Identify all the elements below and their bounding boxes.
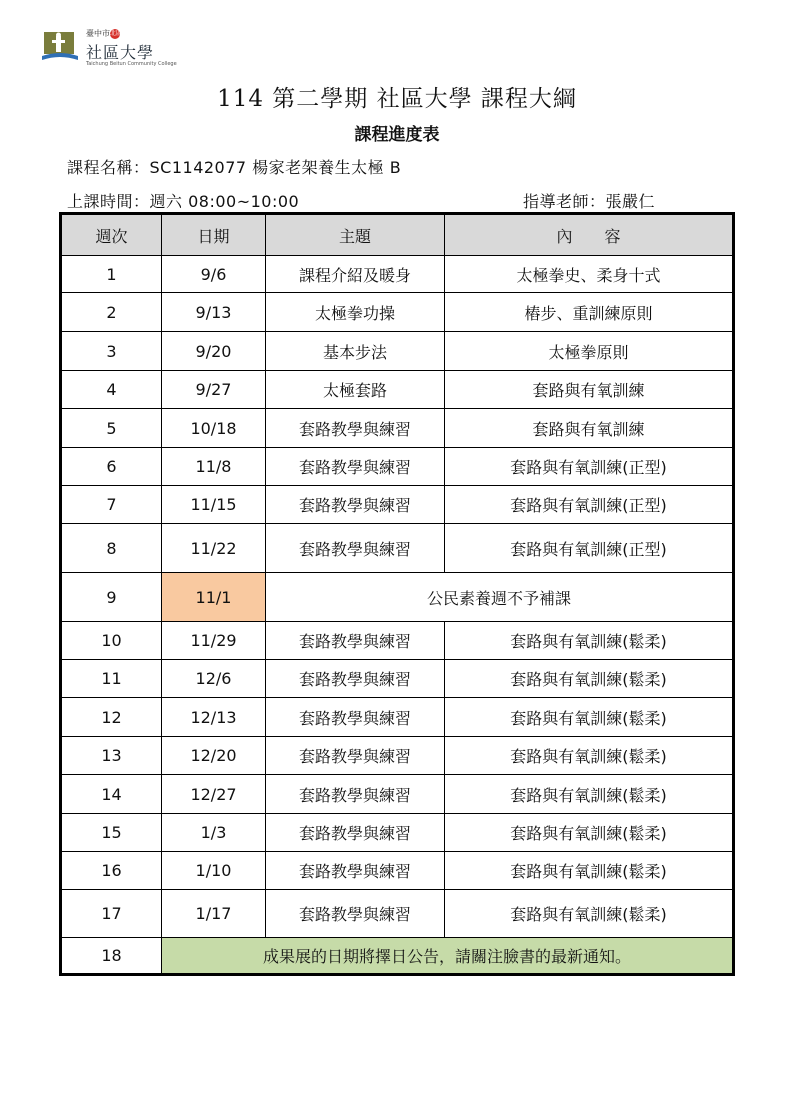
table-row <box>61 371 734 409</box>
date-cell: 12/20 <box>162 737 266 775</box>
week-cell: 2 <box>61 293 162 332</box>
table-row <box>61 256 734 293</box>
table-row <box>61 622 734 660</box>
document-title: 114 第二學期 社區大學 課程大綱 <box>217 86 577 112</box>
content-cell: 套路與有氧訓練(鬆柔) <box>445 660 734 698</box>
college-logo <box>42 26 177 72</box>
content-cell: 套路與有氧訓練 <box>445 371 734 409</box>
topic-cell: 套路教學與練習 <box>266 524 445 573</box>
week-cell: 1 <box>61 256 162 293</box>
topic-cell: 套路教學與練習 <box>266 852 445 890</box>
topic-cell: 課程介紹及暖身 <box>266 256 445 293</box>
exhibition-note-cell: 成果展的日期將擇日公告，請關注臉書的最新通知。 <box>162 938 734 975</box>
table-row <box>61 737 734 775</box>
logo-english-text: Taichung Beitun Community College <box>86 61 177 67</box>
content-cell: 套路與有氧訓練(鬆柔) <box>445 890 734 938</box>
week-cell: 18 <box>61 938 162 975</box>
date-cell-highlighted: 11/1 <box>162 573 266 622</box>
table-header-row <box>61 214 734 256</box>
holiday-note-cell: 公民素養週不予補課 <box>266 573 734 622</box>
content-cell: 套路與有氧訓練(鬆柔) <box>445 698 734 737</box>
week-cell: 10 <box>61 622 162 660</box>
content-cell: 套路與有氧訓練(正型) <box>445 448 734 486</box>
table-row-final <box>61 938 734 975</box>
logo-city-text: 臺中市北區 <box>86 29 123 38</box>
table-row <box>61 409 734 448</box>
topic-cell: 套路教學與練習 <box>266 486 445 524</box>
table-row <box>61 814 734 852</box>
date-cell: 12/27 <box>162 775 266 814</box>
table-row <box>61 852 734 890</box>
table-row <box>61 698 734 737</box>
content-cell: 套路與有氧訓練(正型) <box>445 486 734 524</box>
table-row <box>61 332 734 371</box>
header-topic: 主題 <box>266 214 445 256</box>
week-cell: 13 <box>61 737 162 775</box>
header-date: 日期 <box>162 214 266 256</box>
table-row <box>61 660 734 698</box>
topic-cell: 太極拳功操 <box>266 293 445 332</box>
date-cell: 1/10 <box>162 852 266 890</box>
week-cell: 16 <box>61 852 162 890</box>
content-cell: 樁步、重訓練原則 <box>445 293 734 332</box>
date-cell: 10/18 <box>162 409 266 448</box>
content-cell: 太極拳原則 <box>445 332 734 371</box>
week-cell: 17 <box>61 890 162 938</box>
content-cell: 套路與有氧訓練(鬆柔) <box>445 622 734 660</box>
topic-cell: 套路教學與練習 <box>266 698 445 737</box>
date-cell: 12/6 <box>162 660 266 698</box>
date-cell: 12/13 <box>162 698 266 737</box>
date-cell: 11/29 <box>162 622 266 660</box>
topic-cell: 套路教學與練習 <box>266 890 445 938</box>
topic-cell: 套路教學與練習 <box>266 409 445 448</box>
content-cell: 套路與有氧訓練(鬆柔) <box>445 852 734 890</box>
table-row <box>61 890 734 938</box>
topic-cell: 套路教學與練習 <box>266 814 445 852</box>
week-cell: 5 <box>61 409 162 448</box>
week-cell: 7 <box>61 486 162 524</box>
table-row <box>61 448 734 486</box>
week-cell: 3 <box>61 332 162 371</box>
week-cell: 4 <box>61 371 162 409</box>
date-cell: 9/13 <box>162 293 266 332</box>
week-cell: 9 <box>61 573 162 622</box>
date-cell: 11/15 <box>162 486 266 524</box>
week-cell: 14 <box>61 775 162 814</box>
date-cell: 9/27 <box>162 371 266 409</box>
date-cell: 9/20 <box>162 332 266 371</box>
topic-cell: 套路教學與練習 <box>266 448 445 486</box>
table-row <box>61 775 734 814</box>
logo-district-badge: 北區 <box>110 29 123 37</box>
week-cell: 15 <box>61 814 162 852</box>
schedule-table <box>59 212 735 976</box>
topic-cell: 太極套路 <box>266 371 445 409</box>
teacher-name: 指導老師：張嚴仁 <box>523 192 656 211</box>
week-cell: 6 <box>61 448 162 486</box>
date-cell: 9/6 <box>162 256 266 293</box>
document-subtitle: 課程進度表 <box>354 125 440 145</box>
date-cell: 11/8 <box>162 448 266 486</box>
class-time: 上課時間：週六 08:00~10:00 <box>67 192 300 211</box>
logo-emblem-icon <box>42 30 78 64</box>
topic-cell: 套路教學與練習 <box>266 737 445 775</box>
table-row <box>61 524 734 573</box>
content-cell: 套路與有氧訓練(鬆柔) <box>445 775 734 814</box>
content-cell: 套路與有氧訓練(正型) <box>445 524 734 573</box>
date-cell: 1/17 <box>162 890 266 938</box>
date-cell: 1/3 <box>162 814 266 852</box>
header-content: 內 容 <box>445 214 734 256</box>
header-week: 週次 <box>61 214 162 256</box>
week-cell: 11 <box>61 660 162 698</box>
table-row <box>61 486 734 524</box>
course-name: 課程名稱：SC1142077 楊家老架養生太極 B <box>67 158 402 177</box>
content-cell: 套路與有氧訓練 <box>445 409 734 448</box>
content-cell: 套路與有氧訓練(鬆柔) <box>445 737 734 775</box>
date-cell: 11/22 <box>162 524 266 573</box>
table-row-holiday <box>61 573 734 622</box>
topic-cell: 套路教學與練習 <box>266 622 445 660</box>
topic-cell: 套路教學與練習 <box>266 775 445 814</box>
content-cell: 太極拳史、柔身十式 <box>445 256 734 293</box>
logo-name-text: 社區大學 <box>86 43 155 62</box>
week-cell: 8 <box>61 524 162 573</box>
week-cell: 12 <box>61 698 162 737</box>
content-cell: 套路與有氧訓練(鬆柔) <box>445 814 734 852</box>
topic-cell: 套路教學與練習 <box>266 660 445 698</box>
topic-cell: 基本步法 <box>266 332 445 371</box>
table-row <box>61 293 734 332</box>
